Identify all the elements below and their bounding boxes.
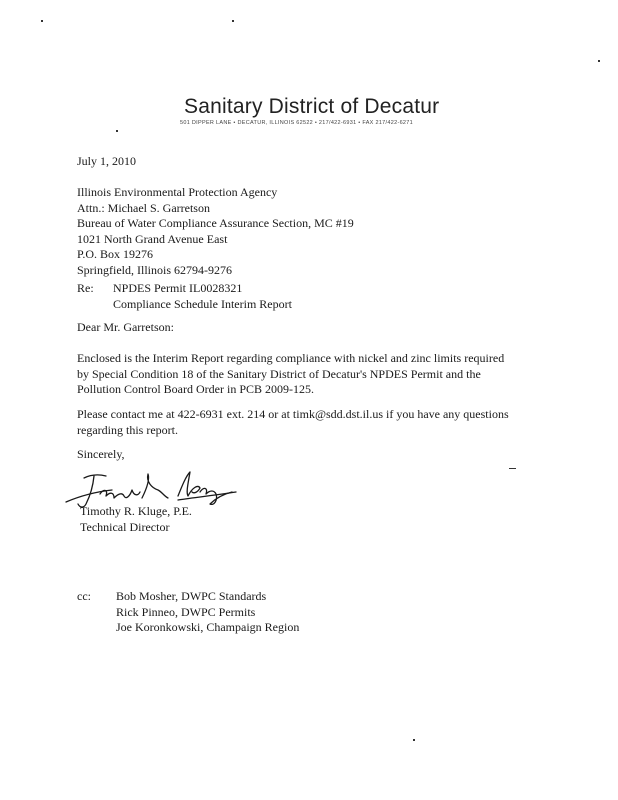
cc-label: cc: [77,589,91,603]
scan-mark [509,468,516,469]
paragraph-line: regarding this report. [77,422,178,437]
signer-block [80,504,192,535]
recipient-line: Springfield, Illinois 62794-9276 [77,262,232,277]
closing: Sincerely, [77,447,125,461]
paragraph-line: Please contact me at 422-6931 ext. 214 or at timk@sdd.dst.il.us if you have any questions [77,407,509,421]
signer-name: Timothy R. Kluge, P.E. [80,504,192,518]
recipient-line: Bureau of Water Compliance Assurance Section, MC #19 [77,216,354,230]
letterhead-address: 501 DIPPER LANE • DECATUR, ILLINOIS 62522 • 217/422-6931 • FAX 217/422-6271 [180,120,414,126]
scan-speck [41,20,43,22]
signer-title: Technical Director [80,519,170,534]
recipient-line: Illinois Environmental Protection Agency [77,185,278,199]
body-paragraph [77,407,509,438]
cc-name: Joe Koronkowski, Champaign Region [116,620,300,634]
paragraph-line: Pollution Control Board Order in PCB 2009-125. [77,382,314,396]
scan-speck [116,130,118,132]
recipient-address [77,185,354,278]
re-subject-line: NPDES Permit IL0028321 [113,281,243,295]
re-subject [113,281,292,312]
recipient-line: 1021 North Grand Avenue East [77,231,228,246]
paragraph-line: by Special Condition 18 of the Sanitary District of Decatur's NPDES Permit and the [77,366,481,381]
paragraph-line: Enclosed is the Interim Report regarding compliance with nickel and zinc limits required [77,351,505,365]
letter-date: July 1, 2010 [77,154,137,168]
re-label: Re: [77,281,94,295]
re-subject-line: Compliance Schedule Interim Report [113,296,292,311]
salutation: Dear Mr. Garretson: [77,320,174,334]
cc-name: Rick Pinneo, DWPC Permits [116,604,256,619]
recipient-line: Attn.: Michael S. Garretson [77,200,210,215]
scan-speck [413,739,415,741]
scan-speck [598,60,600,62]
recipient-line: P.O. Box 19276 [77,247,154,261]
body-paragraph [77,351,504,398]
cc-list [116,589,299,636]
letterhead-org-name: Sanitary District of Decatur [184,95,440,118]
cc-name: Bob Mosher, DWPC Standards [116,589,267,603]
scan-speck [232,20,234,22]
